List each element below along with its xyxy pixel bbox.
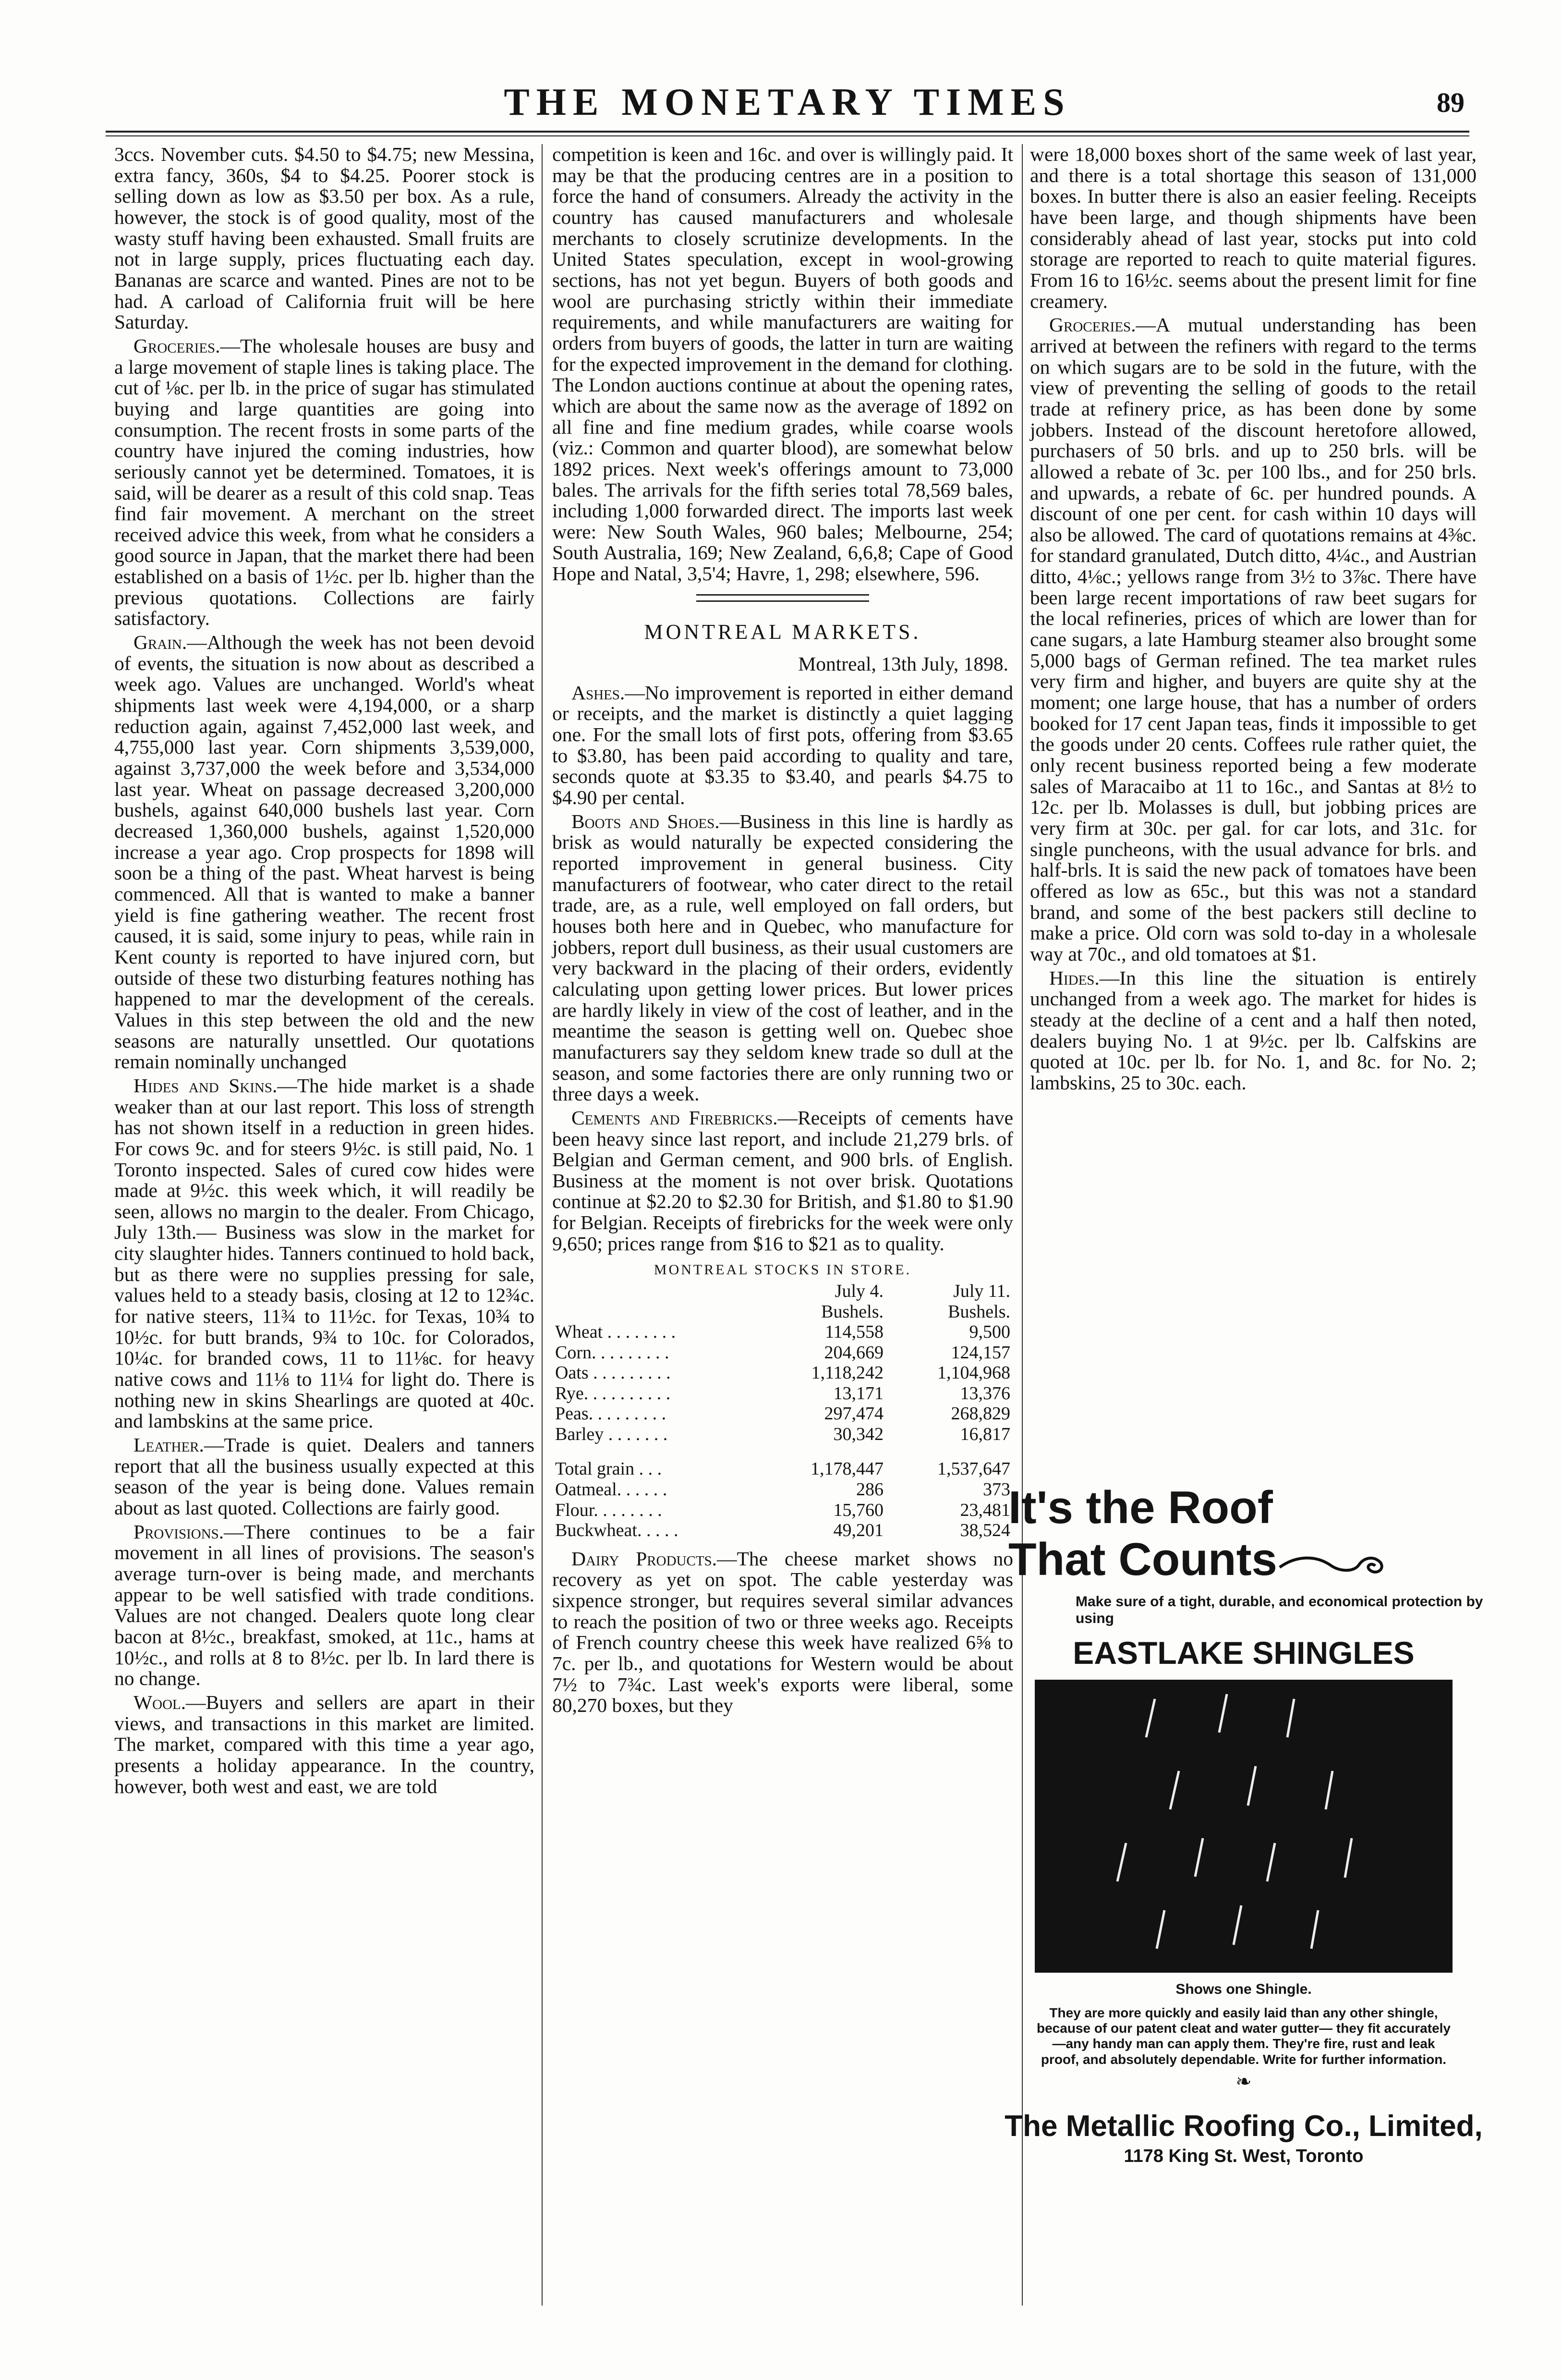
row-label: Corn. . . . . . . . . (555, 1342, 669, 1363)
cell-value: 1,118,242 (811, 1363, 884, 1383)
paragraph-text: The cheese market shows no recovery as yet on spot. The cable yesterday was sixpence stronger, but requires several similar advances to reach the position of two or three weeks ago. Receipts of French country cheese this week have realized 6⅝ to 7c. per lb., and quotations for Western would be about 7½ to 7¾c. Last week's exports were liberal, some 80,270 boxes, but they (552, 1547, 1013, 1717)
section-heading: Wool. (133, 1691, 186, 1713)
section-heading: Cements and Firebricks. (571, 1106, 778, 1129)
column-unit: Bushels. (948, 1301, 1010, 1322)
masthead-rule (106, 131, 1469, 133)
cell-value: 49,201 (833, 1520, 884, 1541)
company-name: The Metallic Roofing Co., Limited, (1005, 2109, 1483, 2143)
row-label: Rye. . . . . . . . . . (555, 1383, 671, 1404)
article-paragraph (1030, 144, 1477, 312)
column-unit: Bushels. (821, 1301, 884, 1322)
cell-value: 13,376 (960, 1383, 1010, 1404)
section-heading: Groceries. (1049, 314, 1136, 336)
article-paragraph: Ashes.—No improvement is reported in either demand or receipts, and the market is distinctly a quiet lagging one. For the small lots of first pots, offering from $3.65 to $3.80, has been paid according to quality and tare, seconds quote at $3.35 to $3.40, and pearls $4.75 to $4.90 per cental. (552, 681, 1013, 808)
row-label: Buckwheat. . . . . (555, 1520, 678, 1541)
column-divider (542, 144, 543, 2306)
table-row (552, 1424, 1013, 1445)
page-number: 89 (1437, 87, 1465, 118)
section-divider (696, 594, 869, 602)
paragraph-text: Buyers and sellers are apart in their views, and transactions in this market are limited. The market, compared with this time a year ago, presents a holiday appearance. In the country, however, both west and east, we are told (114, 1691, 534, 1797)
table-row (552, 1404, 1013, 1424)
section-heading: Boots and Shoes. (571, 810, 720, 832)
cell-value: 9,500 (969, 1322, 1010, 1343)
table-header-row (552, 1281, 1013, 1302)
paragraph-text: No improvement is reported in either demand or receipts, and the market is distinctly a quiet lagging one. For the small lots of first pots, offering from $3.65 to $3.80, has been paid according to quality and tare, seconds quote at $3.35 to $3.40, and pearls $4.75 to $4.90 per cental. (552, 681, 1013, 808)
article-paragraph: Leather.—Trade is quiet. Dealers and tanners report that all the business usually expected at this season of the year is being done. Values remain about as last quoted. Collections are fairly good. (114, 1434, 534, 1519)
section-heading: Groceries. (133, 334, 220, 357)
ad-description: They are more quickly and easily laid than any other shingle, because of our patent cleat and water gutter— they fit accurately—any handy man can apply them. They're fire, rust and leak proof, and absolutely dependable. Write for further information. (1037, 2005, 1451, 2067)
photo-caption: Shows one Shingle. (1175, 1981, 1312, 1998)
row-label: Barley . . . . . . . (555, 1424, 668, 1444)
advertisement (1004, 1482, 1484, 2322)
paragraph-text: Receipts of cements have been heavy since last report, and include 21,279 brls. of Belgian and German cement, and 900 brls. of English. Business at the moment is not over brisk. Quotations continue at $2.20 to $2.30 for British, and $1.80 to $1.90 for Belgian. Receipts of firebricks for the week were only 9,650; prices range from $16 to $21 as to quality. (552, 1106, 1014, 1255)
cell-value: 286 (856, 1479, 884, 1500)
article-paragraph: Provisions.—There continues to be a fair movement in all lines of provisions. The season's average turn-over is being made, and merchants appear to be well satisfied with trade conditions. Values are not changed. Dealers quote long clear bacon at 8½c., breakfast, smoked, at 11c., hams at 10½c., and rolls at 8 to 8½c. per lb. In lard there is no change. (114, 1520, 534, 1690)
table-row (552, 1363, 1013, 1383)
table-row (552, 1343, 1013, 1363)
table-row (552, 1322, 1013, 1343)
masthead (106, 72, 1469, 130)
section-heading: Ashes. (571, 681, 625, 704)
table-row (552, 1444, 1013, 1479)
paragraph-text: competition is keen and 16c. and over is willingly paid. It may be that the producing centres are in a position to force the hand of consumers. Already the activity in the country has caused manufacturers and wholesale merchants to closely scrutinize developments. In the United States speculation, except in wool-growing sections, has not yet begun. Buyers of both goods and wool are purchasing strictly within their immediate requirements, and while manufacturers are waiting for orders from buyers of goods, the latter in turn are waiting for the expected improvement in the demand for clothing. The London auctions continue at about the opening rates, which are about the same now as the average of 1892 on all fine and fine medium grades, while coarse wools (viz.: Common and quarter blood), are somewhat below 1892 prices. Next week's offerings amount to 73,000 bales. The arrivals for the fifth series total 78,569 bales, including 1,000 forwarded direct. The imports last week were: New South Wales, 960 bales; Melbourne, 254; South Australia, 169; New Zealand, 6,6,8; Cape of Good Hope and Natal, 3,5'4; Havre, 1, 298; elsewhere, 596. (552, 143, 1013, 585)
row-label: Total grain . . . (555, 1459, 662, 1479)
article-paragraph: Dairy Products.—The cheese market shows no recovery as yet on spot. The cable yesterday was sixpence stronger, but requires several similar advances to reach the position of two or three weeks ago. Receipts of French country cheese this week have realized 6⅝ to 7c. per lb., and quotations for Western would be about 7½ to 7¾c. Last week's exports were liberal, some 80,270 boxes, but they (552, 1547, 1013, 1717)
paragraph-text: Business in this line is hardly as brisk as would naturally be expected considering the reported improvement in general business. City manufacturers of footwear, who cater direct to the retail trade, are, as a rule, well employed on fall orders, but houses both here and in Quebec, who manufacture for jobbers, report dull business, as their usual customers are very backward in the placing of their orders, evidently calculating upon getting lower prices. But lower prices are hardly likely in view of the cost of leather, and in the meantime the season is getting well on. Quebec shoe manufacturers say they seldom knew trade so dull at the season, and some factories there are only running two or three days a week. (552, 810, 1013, 1105)
column-2 (552, 144, 1013, 1719)
column-header: July 4. (835, 1281, 884, 1302)
column-header: July 11. (953, 1281, 1010, 1302)
article-paragraph: Boots and Shoes.—Business in this line is hardly as brisk as would naturally be expected considering the reported improvement in general business. City manufacturers of footwear, who cater direct to the retail trade, are, as a rule, well employed on fall orders, but houses both here and in Quebec, who manufacture for jobbers, report dull business, as their usual customers are very backward in the placing of their orders, evidently calculating upon getting lower prices. But lower prices are hardly likely in view of the cost of leather, and in the meantime the season is getting well on. Quebec shoe manufacturers say they seldom knew trade so dull at the season, and some factories there are only running two or three days a week. (552, 810, 1013, 1105)
cell-value: 268,829 (951, 1404, 1010, 1424)
ad-headline (1008, 1534, 1484, 1586)
shingle-photo (1035, 1680, 1453, 1973)
stocks-table (552, 1257, 1013, 1540)
cell-value: 23,481 (960, 1500, 1010, 1520)
row-label: Peas. . . . . . . . . (555, 1404, 666, 1424)
paragraph-text: Trade is quiet. Dealers and tanners report that all the business usually expected at this season of the year is being done. Values remain about as last quoted. Collections are fairly good. (114, 1434, 534, 1519)
paragraph-text: 3ccs. November cuts. $4.50 to $4.75; new Messina, extra fancy, 360s, $4 to $4.25. Poorer stock is selling down as low as $3.50 per box. As a rule, however, the stock is of good quality, most of the wasty stuff having been exhausted. Small fruits are not in large supply, prices fluctuating each day. Bananas are scarce and wanted. Pines are not to be had. A carload of California fruit will be here Saturday. (114, 143, 534, 333)
paragraph-text: In this line the situation is entirely unchanged from a week ago. The market for hides is steady at the decline of a cent and a half then noted, dealers buying No. 1 at 9½c. per lb. Calfskins are quoted at 10c. per lb. for No. 1, and 8c. for No. 2; lambskins, 25 to 30c. each. (1030, 966, 1477, 1094)
article-paragraph: Groceries.—A mutual understanding has been arrived at between the refiners with regard to the terms on which sugars are to be sold in the future, with the view of preventing the selling of goods to the retail trade at refinery price, as has been done by some jobbers. Instead of the discount heretofore allowed, purchasers of 50 brls. and up to 250 brls. will be allowed a rebate of 3c. per 100 lbs., and for 250 brls. and upwards, a rebate of 6c. per hundred pounds. A discount of one per cent. for cash within 10 days will also be allowed. The card of quotations remains at 4⅜c. for standard granulated, Dutch ditto, 4¼c., and Austrian ditto, 4⅛c.; yellows range from 3½ to 3⅞c. There have been large recent importations of raw beet sugars for the local refineries, prices of which are lower than for cane sugars, a late Hamburg steamer also brought some 5,000 bags of German refined. The tea market rules very firm and higher, and buyers are quite shy at the moment; one large house, that has a number of orders booked for 17 cent Japan teas, finds it impossible to get the goods under 20 cents. Coffees rule rather quiet, the only recent business reported being a few moderate sales of Maracaibo at 11 to 16c., and Santas at 8½ to 12c. per lb. Molasses is dull, but jobbing prices are very firm at 30c. per gal. for car lots, and 31c. for single puncheons, with the usual advance for brls. and half-brls. It is said the new pack of tomatoes have been offered as low as 65c., but this was not a standard brand, and some of the best packers still decline to make a price. Old corn was sold to-day in a wholesale way at 70c., and old tomatoes at $1. (1030, 314, 1477, 965)
table-row (552, 1479, 1013, 1500)
cell-value: 297,474 (824, 1404, 884, 1424)
paragraph-text: There continues to be a fair movement in all lines of provisions. The season's average turn-over is being made, and merchants appear to be well satisfied with trade conditions. Values are not changed. Dealers quote long clear bacon at 8½c., breakfast, smoked, at 11c., hams at 10½c., and rolls at 8 to 8½c. per lb. In lard there is no change. (114, 1520, 534, 1690)
cell-value: 1,104,968 (937, 1363, 1010, 1383)
column-1 (114, 144, 534, 1800)
cell-value: 16,817 (960, 1424, 1010, 1444)
article-paragraph: Groceries.—The wholesale houses are busy and a large movement of staple lines is taking place. The cut of ⅛c. per lb. in the price of sugar has stimulated buying and large quantities are going into consumption. The recent frosts in some parts of the country have injured the coming industries, how seriously cannot yet be determined. Tomatoes, it is said, will be dearer as a result of this cold snap. Teas find fair movement. A merchant on the street received advice this week, from what he considers a good source in Japan, that the market there had been established on a basis of 1½c. per lb. higher than the previous quotations. Collections are fairly satisfactory. (114, 334, 534, 630)
newspaper-title: THE MONETARY TIMES (504, 81, 1071, 123)
paragraph-text: Although the week has not been devoid of events, the situation is now about as described a week ago. Values are unchanged. World's wheat shipments last week were 4,194,000, or a sharp reduction again, against 7,452,000 last week, and 4,755,000 last year. Corn shipments 3,539,000, against 3,737,000 the week before and 3,534,000 last year. Wheat on passage decreased 3,200,000 bushels, against 640,000 bushels last year. Corn decreased 1,360,000 bushels, against 1,520,000 increase a year ago. Crop prospects for 1898 will soon be a thing of the past. Wheat harvest is being commenced. All that is wanted to make a banner yield is fine gathering weather. The recent frost caused, it is said, some injury to peas, while rain in Kent county is reported to have injured corn, but outside of these two disturbing features nothing has happened to mar the development of the cereals. Values in this step between the old and the new seasons are naturally unsettled. Our quotations remain nominally unchanged (114, 631, 534, 1073)
section-heading: Dairy Products. (571, 1547, 717, 1570)
article-paragraph: Cements and Firebricks.—Receipts of cements have been heavy since last report, and include 21,279 brls. of Belgian and German cement, and 900 brls. of English. Business at the moment is not over brisk. Quotations continue at $2.20 to $2.30 for British, and $1.80 to $1.90 for Belgian. Receipts of firebricks for the week were only 9,650; prices range from $16 to $21 as to quality. (552, 1106, 1014, 1255)
table-header-row (552, 1302, 1013, 1322)
article-paragraph (114, 144, 534, 333)
cell-value: 114,558 (824, 1322, 884, 1343)
ad-tagline: Make sure of a tight, durable, and economical protection by using (1076, 1594, 1483, 1626)
ad-brand: EASTLAKE SHINGLES (1073, 1635, 1415, 1671)
masthead-rule-thin (106, 135, 1469, 136)
cell-value: 15,760 (833, 1500, 884, 1520)
cell-value: 124,157 (951, 1342, 1010, 1363)
cell-value: 1,537,647 (937, 1459, 1010, 1479)
section-heading: Hides. (1049, 966, 1100, 989)
paragraph-text: were 18,000 boxes short of the same week of last year, and there is a total shortage this season of 131,000 boxes. In butter there is also an easier feeling. Receipts have been large, and though shipments have been considerably ahead of last year, stocks put into cold storage are reported to reach to quite material figures. From 16 to 16½c. seems about the present limit for fine creamery. (1030, 143, 1477, 312)
montreal-markets-heading: MONTREAL MARKETS. (644, 620, 921, 644)
section-heading: Hides and Skins. (133, 1074, 278, 1097)
stocks-table-caption: MONTREAL STOCKS IN STORE. (654, 1262, 912, 1278)
article-paragraph: Hides and Skins.—The hide market is a shade weaker than at our last report. This loss of strength has not shown itself in a reduction in green hides. For cows 9c. and for steers 9½c. is still paid, No. 1 Toronto inspected. Sales of cured cow hides were made at 9½c. this week which, it will readily be seen, allows no margin to the dealer. From Chicago, July 13th.— Business was slow in the market for city slaughter hides. Tanners continued to hold back, but as there were no supplies pressing for sale, values held to a steady basis, closing at 12 to 12¾c. for native steers, 11¾ to 11½c. for Texas, 10¾ to 10½c. for butt brands, 9¾ to 10c. for Colorados, 10¼c. for branded cows, 11 to 11⅛c. for heavy native cows and 11⅛ to 11¼ for light do. There is nothing new in skins Shearlings are quoted at 40c. and lambskins at the same price. (114, 1074, 534, 1432)
row-label: Oats . . . . . . . . . (555, 1363, 671, 1383)
section-heading: Leather. (133, 1434, 204, 1456)
ad-headline-text: That Counts (1008, 1533, 1277, 1585)
dateline: Montreal, 13th July, 1898. (798, 653, 1008, 675)
cell-value: 13,171 (833, 1383, 884, 1404)
company-address: 1178 King St. West, Toronto (1124, 2146, 1364, 2166)
table-row (552, 1383, 1013, 1404)
ornament-icon: ❧ (1235, 2070, 1252, 2092)
article-paragraph: Grain.—Although the week has not been devoid of events, the situation is now about as described a week ago. Values are unchanged. World's wheat shipments last week were 4,194,000, or a sharp reduction again, against 7,452,000 last week, and 4,755,000 last year. Corn shipments 3,539,000, against 3,737,000 the week before and 3,534,000 last year. Wheat on passage decreased 3,200,000 bushels, against 640,000 bushels last year. Corn decreased 1,360,000 bushels, against 1,520,000 increase a year ago. Crop prospects for 1898 will soon be a thing of the past. Wheat harvest is being commenced. All that is wanted to make a banner yield is fine gathering weather. The recent frost caused, it is said, some injury to peas, while rain in Kent county is reported to have injured corn, but outside of these two disturbing features nothing has happened to mar the development of the cereals. Values in this step between the old and the new seasons are naturally unsettled. Our quotations remain nominally unchanged (114, 631, 534, 1073)
paragraph-text: The hide market is a shade weaker than at our last report. This loss of strength has not shown itself in a reduction in green hides. For cows 9c. and for steers 9½c. is still paid, No. 1 Toronto inspected. Sales of cured cow hides were made at 9½c. this week which, it will readily be seen, allows no margin to the dealer. From Chicago, July 13th.— Business was slow in the market for city slaughter hides. Tanners continued to hold back, but as there were no supplies pressing for sale, values held to a steady basis, closing at 12 to 12¾c. for native steers, 11¾ to 11½c. for Texas, 10¾ to 10½c. for butt brands, 9¾ to 10c. for Colorados, 10¼c. for branded cows, 11 to 11⅛c. for heavy native cows and 11⅛ to 11¼ for light do. There is nothing new in skins Shearlings are quoted at 40c. and lambskins at the same price. (114, 1074, 534, 1432)
column-3 (1030, 144, 1477, 1097)
paragraph-text: A mutual understanding has been arrived at between the refiners with regard to the terms on which sugars are to be sold in the future, with the view of preventing the selling of goods to the retail trade at refinery price, as has been done by some jobbers. Instead of the discount heretofore allowed, purchasers of 50 brls. and up to 250 brls. will be allowed a rebate of 3c. per 100 lbs., and for 250 brls. and upwards, a rebate of 6c. per hundred pounds. A discount of one per cent. for cash within 10 days will also be allowed. The card of quotations remains at 4⅜c. for standard granulated, Dutch ditto, 4¼c., and Austrian ditto, 4⅛c.; yellows range from 3½ to 3⅞c. There have been large recent importations of raw beet sugars for the local refineries, prices of which are lower than for cane sugars, a late Hamburg steamer also brought some 5,000 bags of German refined. The tea market rules very firm and higher, and buyers are quite shy at the moment; one large house, that has a number of orders booked for 17 cent Japan teas, finds it impossible to get the goods under 20 cents. Coffees rule rather quiet, the only recent business reported being a few moderate sales of Maracaibo at 11 to 16c., and Santas at 8½ to 12c. per lb. Molasses is dull, but jobbing prices are very firm at 30c. per gal. for car lots, and 31c. for single puncheons, with the usual advance for brls. and half-brls. It is said the new pack of tomatoes have been offered as low as 65c., but this was not a standard brand, and some of the best packers still decline to make a price. Old corn was sold to-day in a wholesale way at 70c., and old tomatoes at $1. (1030, 314, 1477, 965)
table-row (552, 1500, 1013, 1521)
scroll-ornament-icon (1277, 1534, 1388, 1585)
row-label: Oatmeal. . . . . . (555, 1479, 667, 1500)
ad-headline: It's the Roof (1008, 1482, 1273, 1533)
cell-value: 373 (983, 1479, 1010, 1500)
table-row (552, 1520, 1013, 1541)
section-heading: Provisions. (133, 1520, 224, 1543)
paragraph-text: The wholesale houses are busy and a large movement of staple lines is taking place. The cut of ⅛c. per lb. in the price of sugar has stimulated buying and large quantities are going into consumption. The recent frosts in some parts of the country have injured the coming industries, how seriously cannot yet be determined. Tomatoes, it is said, will be dearer as a result of this cold snap. Teas find fair movement. A merchant on the street received advice this week, from what he considers a good source in Japan, that the market there had been established on a basis of 1½c. per lb. higher than the previous quotations. Collections are fairly satisfactory. (114, 334, 534, 630)
cell-value: 30,342 (833, 1424, 884, 1444)
section-heading: Grain. (133, 631, 187, 654)
row-label: Flour. . . . . . . . (555, 1500, 662, 1520)
row-label: Wheat . . . . . . . . (555, 1322, 676, 1343)
article-paragraph: Hides.—In this line the situation is entirely unchanged from a week ago. The market for hides is steady at the decline of a cent and a half then noted, dealers buying No. 1 at 9½c. per lb. Calfskins are quoted at 10c. per lb. for No. 1, and 8c. for No. 2; lambskins, 25 to 30c. each. (1030, 966, 1477, 1094)
cell-value: 204,669 (824, 1342, 884, 1363)
article-paragraph: Wool.—Buyers and sellers are apart in their views, and transactions in this market are limited. The market, compared with this time a year ago, presents a holiday appearance. In the country, however, both west and east, we are told (114, 1691, 534, 1797)
shingle-illustration (1035, 1680, 1453, 1973)
cell-value: 1,178,447 (811, 1459, 884, 1479)
cell-value: 38,524 (960, 1520, 1010, 1541)
article-paragraph (552, 144, 1013, 585)
